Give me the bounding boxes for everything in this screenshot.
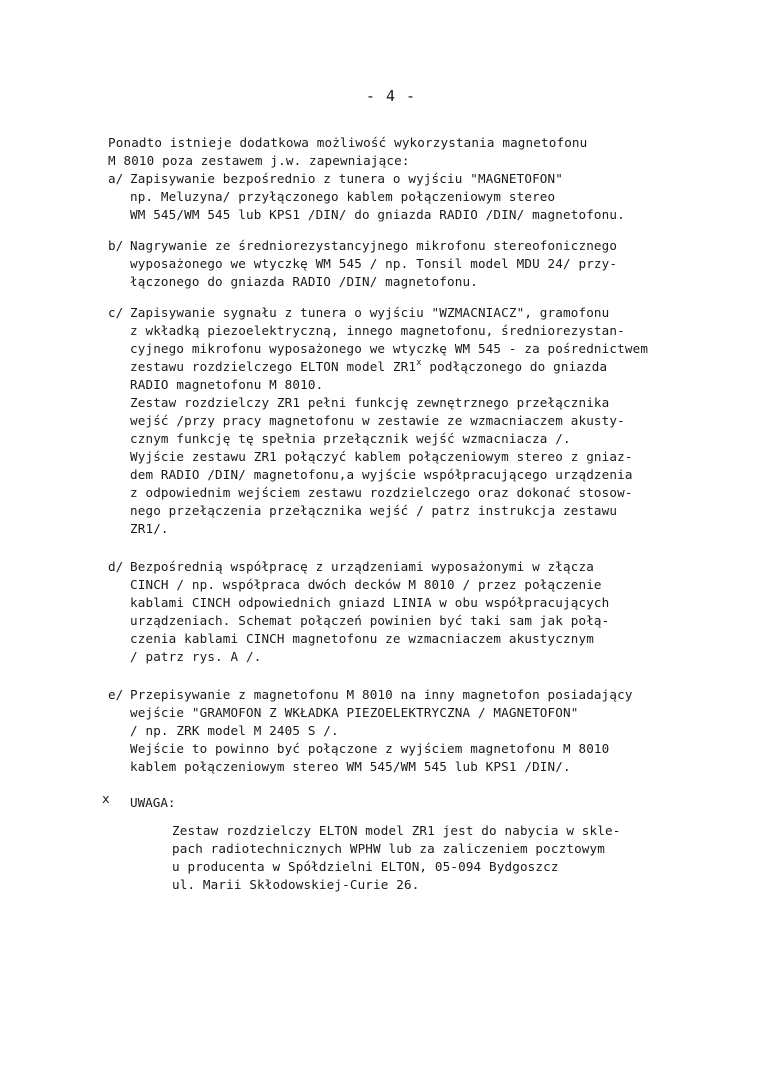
- page-number: - 4 -: [365, 87, 417, 105]
- text-line: u producenta w Spółdzielni ELTON, 05-094 Bydgoszcz: [172, 859, 559, 874]
- footnote-mark: x: [416, 358, 422, 368]
- text-line: czenia kablami CINCH magnetofonu ze wzmacniaczem akustycznym: [130, 631, 594, 646]
- item-label: a/: [108, 171, 124, 186]
- text-line: z odpowiednim wejściem zestawu rozdzielczego oraz dokonać stosow-: [130, 485, 633, 500]
- text-line: kablem połączeniowym stereo WM 545/WM 545 lub KPS1 /DIN/.: [130, 759, 571, 774]
- text-line: / patrz rys. A /.: [130, 649, 262, 664]
- list-item-b: [108, 237, 768, 291]
- item-label: e/: [108, 687, 124, 702]
- list-item-d: [108, 558, 768, 666]
- text-line: kablami CINCH odpowiednich gniazd LINIA w obu współpracujących: [130, 595, 610, 610]
- note-title: UWAGA:: [130, 795, 176, 810]
- text-line: Zapisywanie sygnału z tunera o wyjściu "WZMACNIACZ", gramofonu: [130, 305, 610, 320]
- text-line: Nagrywanie ze średniorezystancyjnego mikrofonu stereofonicznego: [130, 238, 618, 253]
- text-line: Przepisywanie z magnetofonu M 8010 na inny magnetofon posiadający: [130, 687, 633, 702]
- text-line: cyjnego mikrofonu wyposażonego we wtyczkę WM 545 - za pośrednictwem: [130, 341, 649, 356]
- text-fragment: zestawu rozdzielczego ELTON model ZR1: [130, 359, 417, 374]
- footnote-mark: x: [102, 791, 110, 806]
- text-line: wejście "GRAMOFON Z WKŁADKA PIEZOELEKTRYCZNA / MAGNETOFON": [130, 705, 579, 720]
- text-line: wejść /przy pracy magnetofonu w zestawie ze wzmacniaczem akusty-: [130, 413, 625, 428]
- text-line: nego przełączenia przełącznika wejść / patrz instrukcja zestawu: [130, 503, 618, 518]
- item-label: c/: [108, 305, 124, 320]
- item-label: d/: [108, 559, 124, 574]
- text-line: pach radiotechnicznych WPHW lub za zaliczeniem pocztowym: [172, 841, 605, 856]
- text-line: łączonego do gniazda RADIO /DIN/ magnetofonu.: [130, 274, 478, 289]
- text-line: Zestaw rozdzielczy ELTON model ZR1 jest do nabycia w skle-: [172, 823, 621, 838]
- text-line: urządzeniach. Schemat połączeń powinien być taki sam jak połą-: [130, 613, 610, 628]
- list-item-a: [108, 170, 768, 224]
- text-line: [130, 358, 768, 376]
- text-line: z wkładką piezoelektryczną, innego magnetofonu, średniorezystan-: [130, 323, 625, 338]
- item-label: b/: [108, 238, 124, 253]
- text-line: Bezpośrednią współpracę z urządzeniami wyposażonymi w złącza: [130, 559, 594, 574]
- text-line: Ponadto istnieje dodatkowa możliwość wykorzystania magnetofonu: [108, 135, 588, 150]
- text-line: dem RADIO /DIN/ magnetofonu,a wyjście współpracującego urządzenia: [130, 467, 633, 482]
- text-line: RADIO magnetofonu M 8010.: [130, 377, 324, 392]
- list-item-c: [108, 304, 768, 538]
- text-line: M 8010 poza zestawem j.w. zapewniające:: [108, 153, 410, 168]
- intro-paragraph: [108, 134, 768, 170]
- text-line: np. Meluzyna/ przyłączonego kablem połączeniowym stereo: [130, 189, 556, 204]
- text-line: Wyjście zestawu ZR1 połączyć kablem połączeniowym stereo z gniaz-: [130, 449, 633, 464]
- text-fragment: podłączonego do gniazda: [421, 359, 608, 374]
- document-body: [102, 134, 768, 894]
- text-line: Zapisywanie bezpośrednio z tunera o wyjściu "MAGNETOFON": [130, 171, 563, 186]
- text-line: cznym funkcję tę spełnia przełącznik wejść wzmacniacza /.: [130, 431, 571, 446]
- text-line: Zestaw rozdzielczy ZR1 pełni funkcję zewnętrznego przełącznika: [130, 395, 610, 410]
- text-line: ul. Marii Skłodowskiej-Curie 26.: [172, 877, 420, 892]
- text-line: ZR1/.: [130, 521, 169, 536]
- text-line: wyposażonego we wtyczkę WM 545 / np. Tonsil model MDU 24/ przy-: [130, 256, 618, 271]
- list-item-e: [108, 686, 768, 776]
- text-line: Wejście to powinno być połączone z wyjściem magnetofonu M 8010: [130, 741, 610, 756]
- text-line: / np. ZRK model M 2405 S /.: [130, 723, 339, 738]
- text-line: CINCH / np. współpraca dwóch decków M 8010 / przez połączenie: [130, 577, 602, 592]
- footnote: [102, 791, 768, 894]
- text-line: WM 545/WM 545 lub KPS1 /DIN/ do gniazda RADIO /DIN/ magnetofonu.: [130, 207, 625, 222]
